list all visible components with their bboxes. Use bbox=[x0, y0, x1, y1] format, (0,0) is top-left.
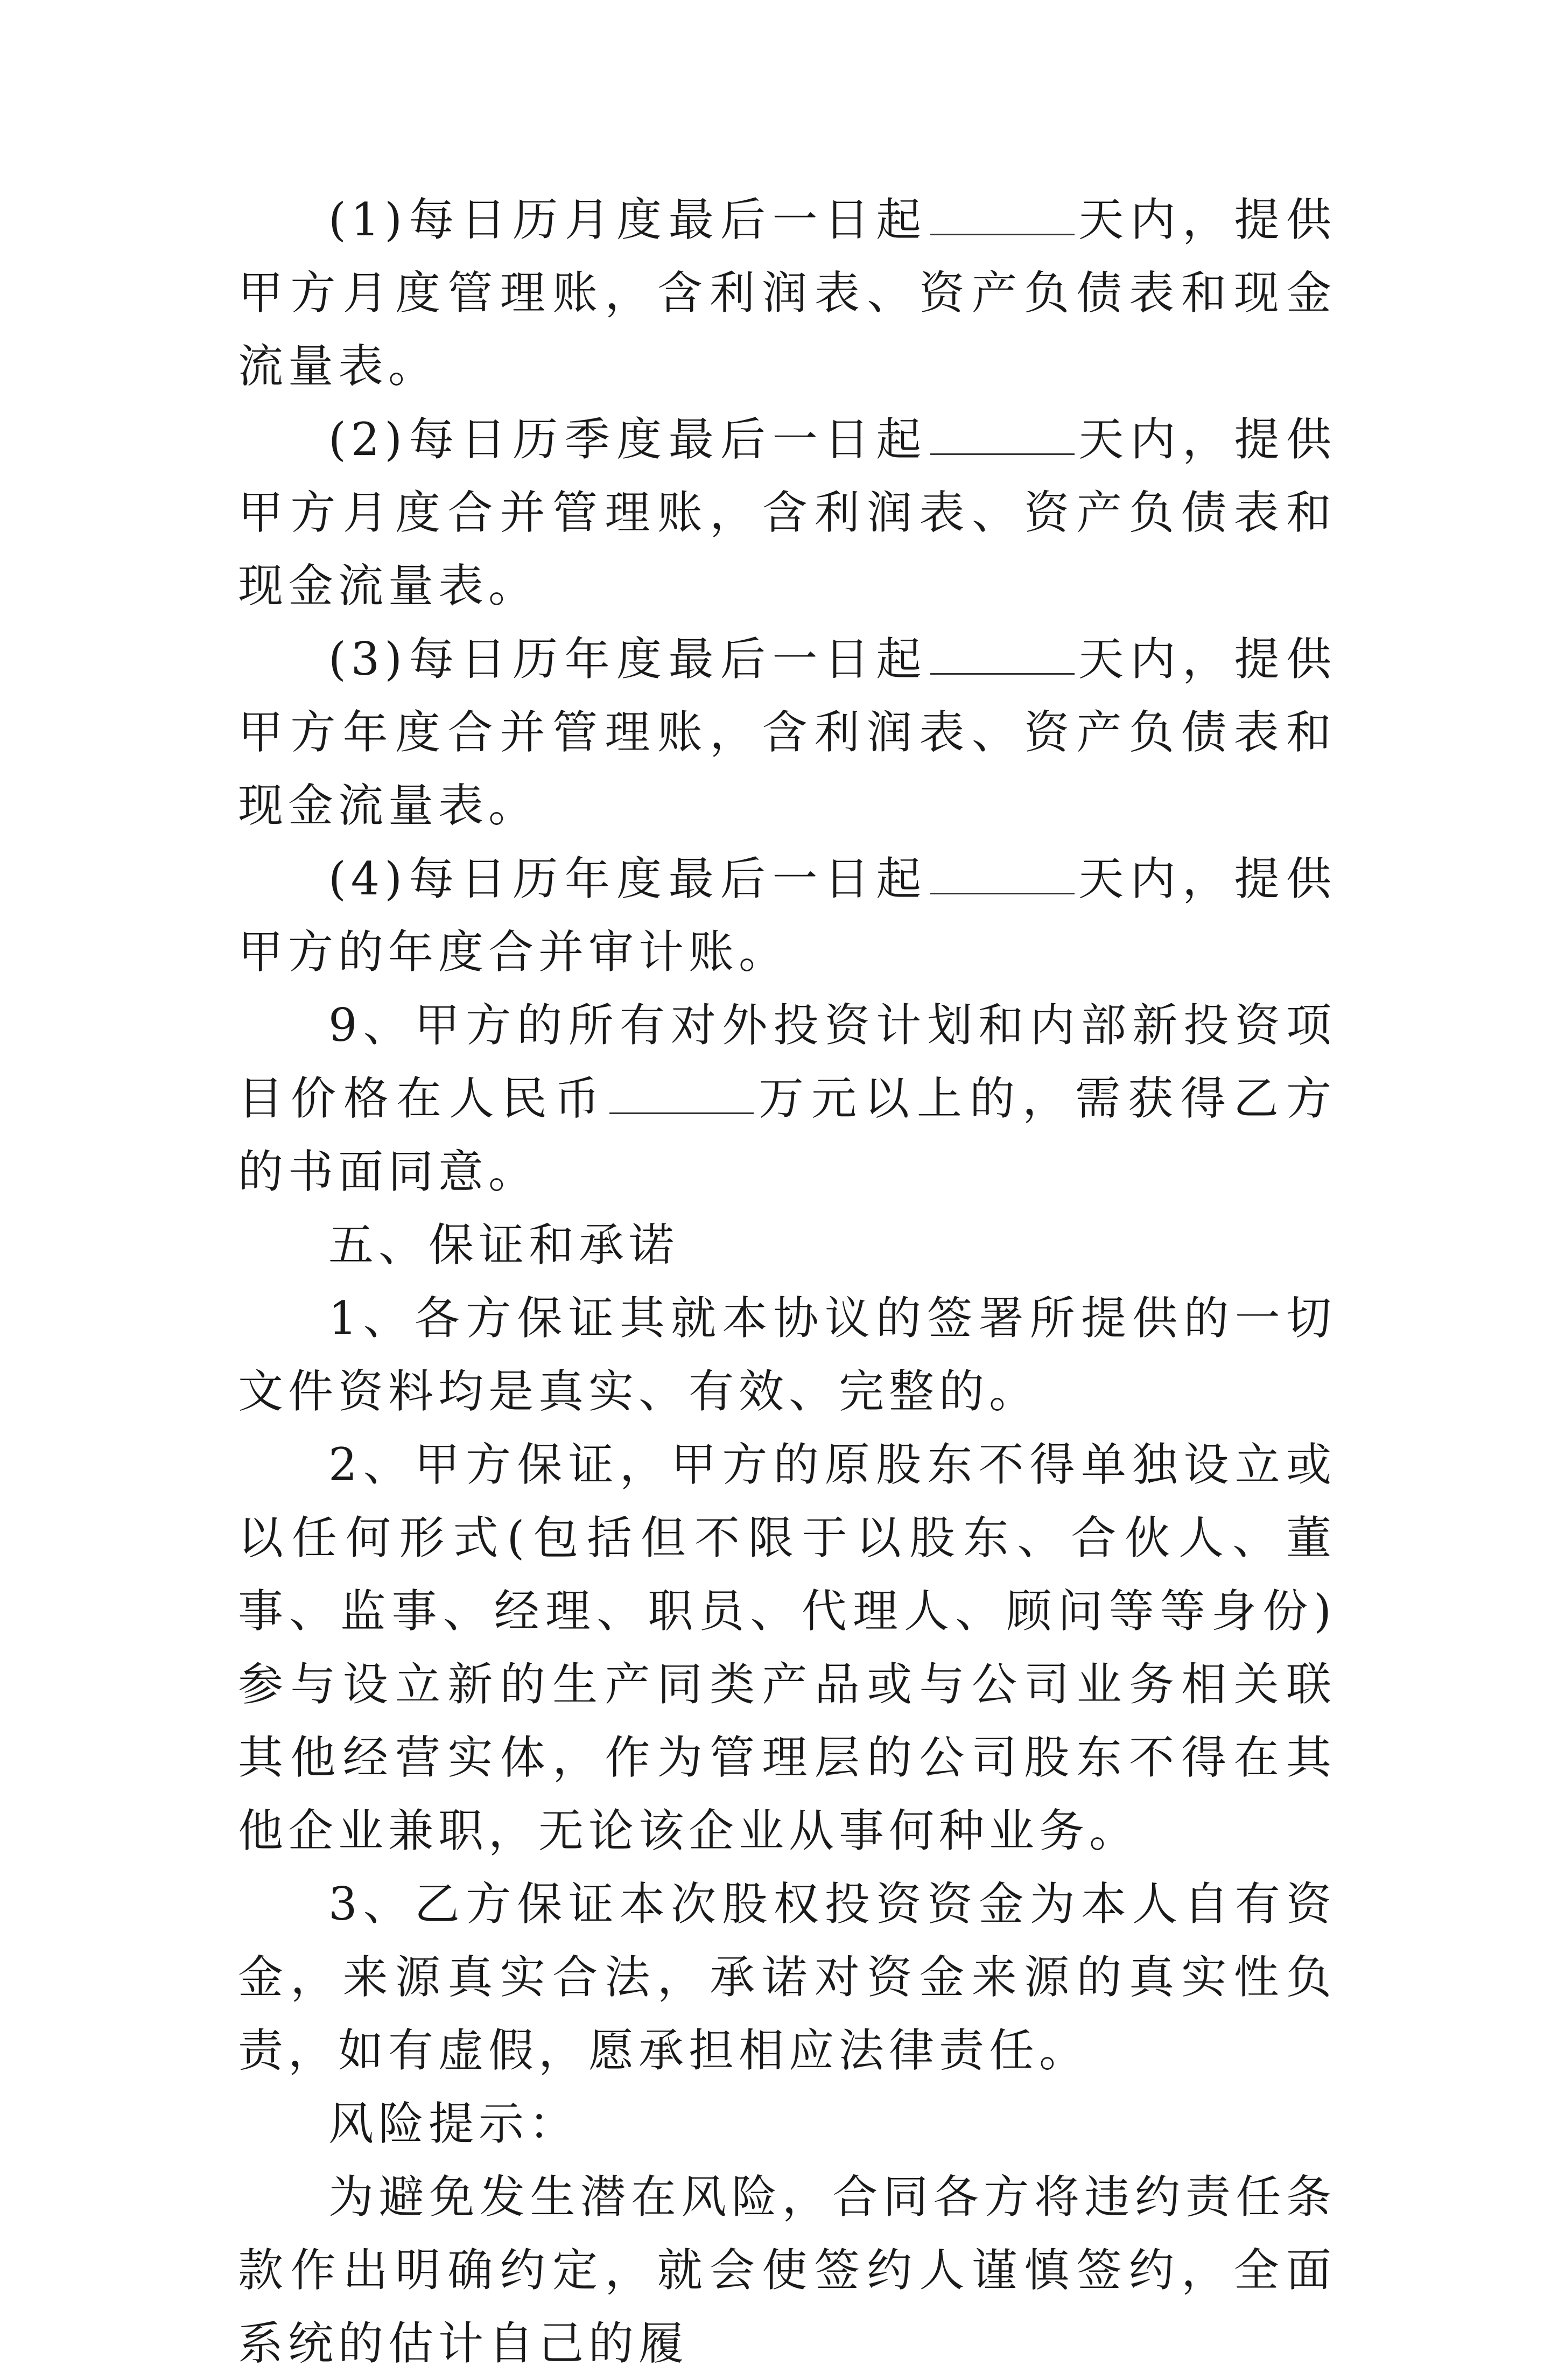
section-heading-guarantees bbox=[238, 1208, 1336, 1282]
clause-1-monthly-report bbox=[238, 183, 1336, 403]
clause-4-annual-audit bbox=[238, 842, 1336, 989]
clause-text: 天内，提供甲方月度管理账，含利润表、资产负债表和现金流量表。 bbox=[238, 193, 1336, 393]
guarantee-2 bbox=[238, 1428, 1336, 1867]
clause-text: 为避免发生潜在风险，合同各方将违约责任条款作出明确约定，就会使签约人谨慎签约，全面系统的估计自己的履 bbox=[238, 2171, 1336, 2370]
clause-2-quarterly-report bbox=[238, 403, 1336, 622]
fill-in-blank bbox=[930, 452, 1075, 455]
section-heading: 风险提示： bbox=[328, 2097, 579, 2150]
document-body bbox=[238, 183, 1336, 2380]
clause-text: 天内，提供甲方月度合并管理账，含利润表、资产负债表和现金流量表。 bbox=[238, 413, 1336, 612]
clause-text: 天内，提供甲方的年度合并审计账。 bbox=[238, 852, 1336, 978]
clause-text: (1)每日历月度最后一日起 bbox=[328, 193, 928, 246]
clause-text: 2、甲方保证，甲方的原股东不得单独设立或以任何形式(包括但不限于以股东、合伙人、董事、监事、经理、职员、代理人、顾问等等身份)参与设立新的生产同类产品或与公司业务相关联其他经营实体，作为管理层的公司股东不得在其他企业兼职，无论该企业从事何种业务。 bbox=[238, 1438, 1336, 1857]
clause-text: (3)每日历年度最后一日起 bbox=[328, 633, 928, 685]
fill-in-blank bbox=[930, 672, 1075, 675]
clause-text: (2)每日历季度最后一日起 bbox=[328, 413, 928, 466]
clause-9-investment-approval bbox=[238, 989, 1336, 1208]
fill-in-blank bbox=[609, 1111, 754, 1114]
clause-text: 3、乙方保证本次股权投资资金为本人自有资金，来源真实合法，承诺对资金来源的真实性负责，如有虚假，愿承担相应法律责任。 bbox=[238, 1878, 1336, 2077]
guarantee-3 bbox=[238, 1867, 1336, 2087]
risk-notice-heading bbox=[238, 2087, 1336, 2160]
clause-text: 天内，提供甲方年度合并管理账，含利润表、资产负债表和现金流量表。 bbox=[238, 633, 1336, 832]
risk-notice-text bbox=[238, 2160, 1336, 2380]
clause-text: (4)每日历年度最后一日起 bbox=[328, 852, 928, 905]
clause-3-annual-report bbox=[238, 622, 1336, 842]
guarantee-1 bbox=[238, 1282, 1336, 1428]
clause-text: 1、各方保证其就本协议的签署所提供的一切文件资料均是真实、有效、完整的。 bbox=[238, 1292, 1336, 1418]
fill-in-blank bbox=[930, 233, 1075, 235]
clause-text: 9、甲方的所有对外投资计划和内部新投资项目价格在人民币 bbox=[238, 999, 1336, 1125]
fill-in-blank bbox=[930, 892, 1075, 894]
clause-text: 万元以上的，需获得乙方的书面同意。 bbox=[238, 1072, 1336, 1198]
section-heading: 五、保证和承诺 bbox=[328, 1219, 679, 1271]
